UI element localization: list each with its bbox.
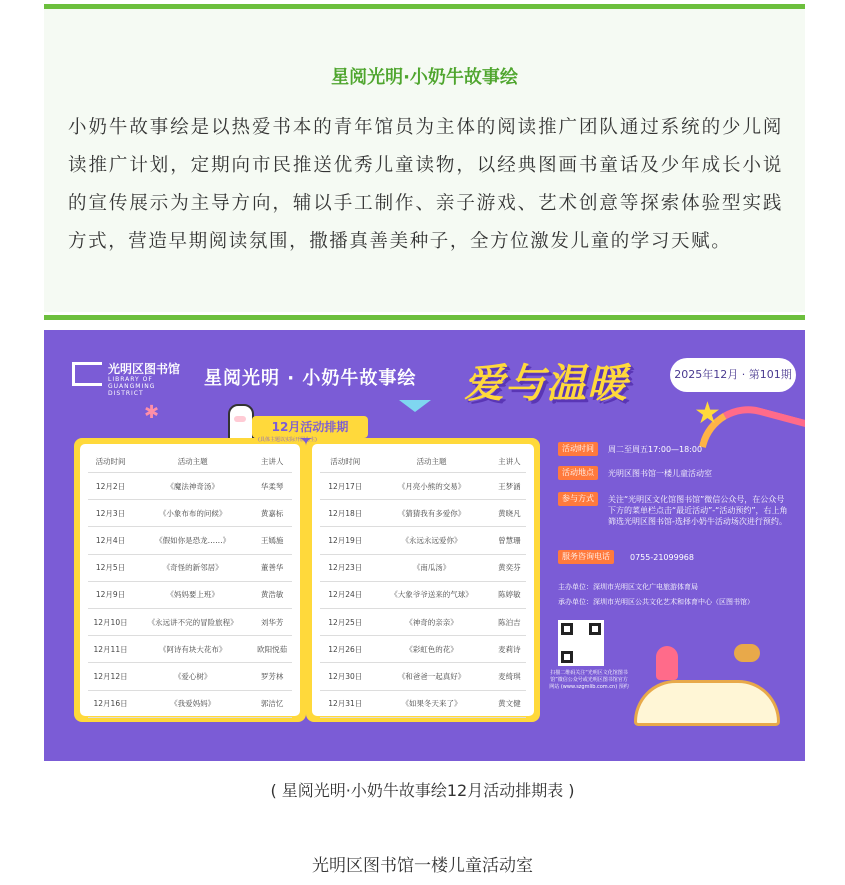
sparkle-icon: ✱ <box>144 402 160 423</box>
cell-speaker: 华柔琴 <box>252 473 292 500</box>
col-speaker: 主讲人 <box>493 450 526 473</box>
child-illustration <box>656 646 678 680</box>
col-theme: 活动主题 <box>370 450 492 473</box>
cell-theme: 《彩虹色的花》 <box>370 636 492 663</box>
cell-speaker: 郭洁忆 <box>252 690 292 717</box>
cell-theme: 《爱心树》 <box>133 663 252 690</box>
cell-time: 12月19日 <box>320 527 370 554</box>
table-row <box>320 663 526 690</box>
cell-time: 12月9日 <box>88 581 133 608</box>
qr-caption: 扫描二维码关注“光明区文化馆图书馆”微信公众号或光明区图书馆官方网站 (www.szgmlib.com.cn) 预约 <box>549 670 629 690</box>
cell-speaker: 黄文健 <box>493 690 526 717</box>
table-row <box>88 527 292 554</box>
table-row <box>320 581 526 608</box>
join-value: 关注“光明区文化馆图书馆”微信公众号，在公众号下方的菜单栏点击“最近活动”-“活动预约”，右上角筛选光明区图书馆-选择小奶牛活动场次进行预约。 <box>608 495 788 526</box>
cell-theme: 《妈妈要上班》 <box>133 581 252 608</box>
cell-theme: 《南瓜汤》 <box>370 554 492 581</box>
host-unit: 主办单位：深圳市光明区文化广电旅游体育局 <box>558 583 698 591</box>
table-row <box>88 663 292 690</box>
cell-theme: 《假如你是恐龙……》 <box>133 527 252 554</box>
qr-code <box>558 620 604 666</box>
divider <box>44 315 805 320</box>
cell-theme: 《神奇的亲亲》 <box>370 608 492 635</box>
schedule-poster <box>44 330 805 761</box>
cell-speaker: 刘华芳 <box>252 608 292 635</box>
cell-time: 12月18日 <box>320 500 370 527</box>
cell-time: 12月17日 <box>320 473 370 500</box>
cell-time: 12月31日 <box>320 690 370 717</box>
cell-time: 12月11日 <box>88 636 133 663</box>
cell-speaker: 黄嘉标 <box>252 500 292 527</box>
issue-badge: 2025年12月 · 第101期 <box>670 358 796 392</box>
cell-time: 12月3日 <box>88 500 133 527</box>
cell-speaker: 欧阳悦茹 <box>252 636 292 663</box>
cell-theme: 《永远讲不完的冒险旅程》 <box>133 608 252 635</box>
cell-theme: 《阿诗有块大花布》 <box>133 636 252 663</box>
place-label: 活动地点 <box>558 466 598 480</box>
table-row <box>320 500 526 527</box>
cell-speaker: 黄浩敏 <box>252 581 292 608</box>
logo-english: LIBRARY OF GUANGMING DISTRICT <box>108 376 156 397</box>
cell-speaker: 董善华 <box>252 554 292 581</box>
table-row <box>320 473 526 500</box>
time-label: 活动时间 <box>558 442 598 456</box>
cell-time: 12月4日 <box>88 527 133 554</box>
table-row <box>88 473 292 500</box>
paper-plane-icon <box>399 400 431 412</box>
cell-theme: 《如果冬天来了》 <box>370 690 492 717</box>
cell-theme: 《和爸爸一起真好》 <box>370 663 492 690</box>
cell-time: 12月5日 <box>88 554 133 581</box>
intro-panel <box>44 4 805 312</box>
table-row <box>320 690 526 717</box>
cell-theme: 《奇怪的新邻居》 <box>133 554 252 581</box>
table-row <box>88 636 292 663</box>
table-row <box>88 608 292 635</box>
cell-time: 12月26日 <box>320 636 370 663</box>
join-label: 参与方式 <box>558 492 598 506</box>
cell-theme: 《魔法神奇汤》 <box>133 473 252 500</box>
schedule-banner: 12月活动排期 <box>252 416 368 438</box>
cell-theme: 《永远永远爱你》 <box>370 527 492 554</box>
cell-theme: 《大象爷爷送来的气球》 <box>370 581 492 608</box>
cell-speaker: 王嫣施 <box>252 527 292 554</box>
cell-speaker: 黄晓凡 <box>493 500 526 527</box>
cell-speaker: 王梦涵 <box>493 473 526 500</box>
cell-speaker: 黄奕芬 <box>493 554 526 581</box>
table-row <box>320 527 526 554</box>
schedule-subtitle: (具体主题以实际开展为主) <box>258 437 317 443</box>
col-speaker: 主讲人 <box>252 450 292 473</box>
place-value: 光明区图书馆一楼儿童活动室 <box>608 469 712 478</box>
cell-speaker: 曾慧珊 <box>493 527 526 554</box>
schedule-table-left <box>74 438 306 722</box>
cell-speaker: 陈泊吉 <box>493 608 526 635</box>
logo-name: 光明区图书馆 <box>108 362 181 376</box>
schedule-table-right <box>306 438 540 722</box>
dog-illustration <box>734 644 760 662</box>
library-logo-icon <box>72 362 102 386</box>
poster-brand: 星阅光明 · 小奶牛故事绘 <box>204 368 417 389</box>
col-time: 活动时间 <box>88 450 133 473</box>
cell-time: 12月2日 <box>88 473 133 500</box>
intro-title: 星阅光明·小奶牛故事绘 <box>331 67 518 88</box>
open-book-illustration <box>634 680 780 726</box>
cell-time: 12月30日 <box>320 663 370 690</box>
cell-time: 12月25日 <box>320 608 370 635</box>
section-heading: 光明区图书馆一楼儿童活动室 <box>312 856 533 876</box>
intro-body: 小奶牛故事绘是以热爱书本的青年馆员为主体的阅读推广团队通过系统的少儿阅读推广计划，定期向市民推送优秀儿童读物，以经典图画书童话及少年成长小说的宣传展示为主导方向，辅以手工制作、亲子游戏、艺术创意等探索体验型实践方式，营造早期阅读氛围，撒播真善美种子，全方位激发儿童的学习天赋。 <box>68 117 783 252</box>
table-row <box>88 581 292 608</box>
organizer-unit: 承办单位：深圳市光明区公共文化艺术和体育中心（区图书馆） <box>558 598 754 606</box>
poster-title: 爱与温暖 <box>464 361 628 407</box>
time-value: 周二至周五17:00—18:00 <box>608 445 703 454</box>
cell-speaker: 罗芳林 <box>252 663 292 690</box>
cell-time: 12月24日 <box>320 581 370 608</box>
cell-speaker: 陈婷敏 <box>493 581 526 608</box>
table-row <box>320 608 526 635</box>
table-row <box>88 554 292 581</box>
phone-label: 服务咨询电话 <box>558 550 614 564</box>
cell-theme: 《月亮小熊的交易》 <box>370 473 492 500</box>
col-time: 活动时间 <box>320 450 370 473</box>
phone-value: 0755-21099968 <box>630 553 694 562</box>
table-row <box>88 690 292 717</box>
table-row <box>320 554 526 581</box>
cell-time: 12月10日 <box>88 608 133 635</box>
poster-caption: ( 星阅光明·小奶牛故事绘12月活动排期表 ) <box>270 781 575 800</box>
table-row <box>88 500 292 527</box>
cell-theme: 《小象布布的问候》 <box>133 500 252 527</box>
cell-theme: 《猜猜我有多爱你》 <box>370 500 492 527</box>
cell-time: 12月23日 <box>320 554 370 581</box>
table-row <box>320 636 526 663</box>
star-icon: ★ <box>694 396 721 431</box>
cell-time: 12月16日 <box>88 690 133 717</box>
cell-speaker: 麦莉诗 <box>493 636 526 663</box>
col-theme: 活动主题 <box>133 450 252 473</box>
cell-theme: 《我爱妈妈》 <box>133 690 252 717</box>
cell-speaker: 麦绮琪 <box>493 663 526 690</box>
cell-time: 12月12日 <box>88 663 133 690</box>
